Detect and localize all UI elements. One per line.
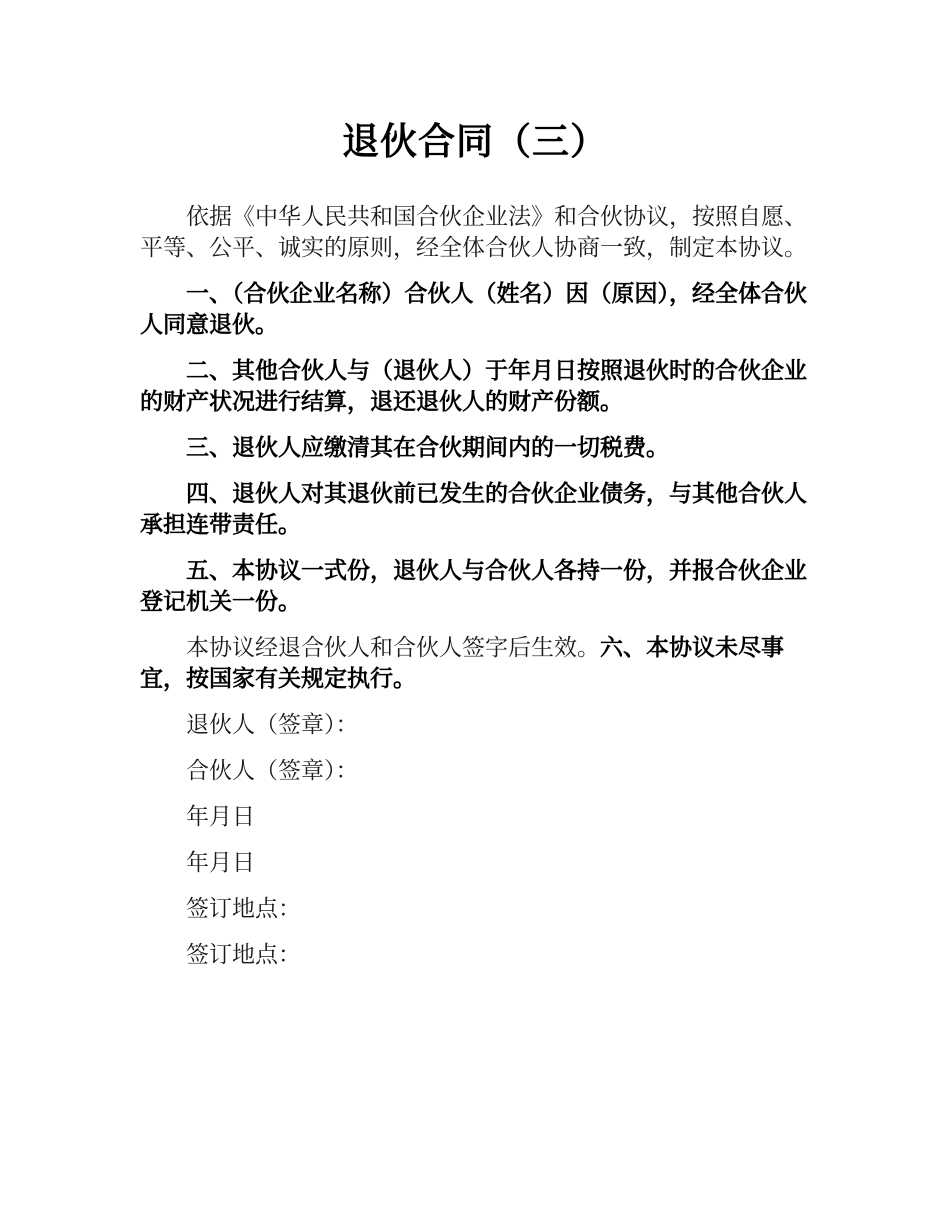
signing-place-2: 签订地点： <box>186 942 301 968</box>
signature-retiring-partner: 退伙人（签章）： <box>186 712 359 738</box>
signing-place-1: 签订地点： <box>186 896 301 922</box>
date-line-2: 年月日 <box>186 850 255 876</box>
preamble-paragraph: 依据《中华人民共和国合伙企业法》和合伙协议，按照自愿、平等、公平、诚实的原则，经全体合伙人协商一致，制定本协议。 <box>140 204 807 261</box>
document-title: 退伙合同（三） <box>342 120 608 163</box>
document-body <box>140 202 810 986</box>
clause-6: 六、本协议未尽事宜，按国家有关规定执行。 <box>140 635 784 692</box>
clause-1: 一、（合伙企业名称）合伙人（姓名）因（原因），经全体合伙人同意退伙。 <box>140 281 807 338</box>
clause-4: 四、退伙人对其退伙前已发生的合伙企业债务，与其他合伙人承担连带责任。 <box>140 481 807 538</box>
clause-3: 三、退伙人应缴清其在合伙期间内的一切税费。 <box>186 435 669 461</box>
signature-partner: 合伙人（签章）： <box>186 758 359 784</box>
clause-5: 五、本协议一式份，退伙人与合伙人各持一份，并报合伙企业登记机关一份。 <box>140 558 807 615</box>
effect-paragraph <box>140 633 810 695</box>
clause-2: 二、其他合伙人与（退伙人）于年月日按照退伙时的合伙企业的财产状况进行结算，退还退伙人的财产份额。 <box>140 358 807 415</box>
date-line-1: 年月日 <box>186 804 255 830</box>
effect-sentence: 本协议经退合伙人和合伙人签字后生效。 <box>186 635 600 661</box>
